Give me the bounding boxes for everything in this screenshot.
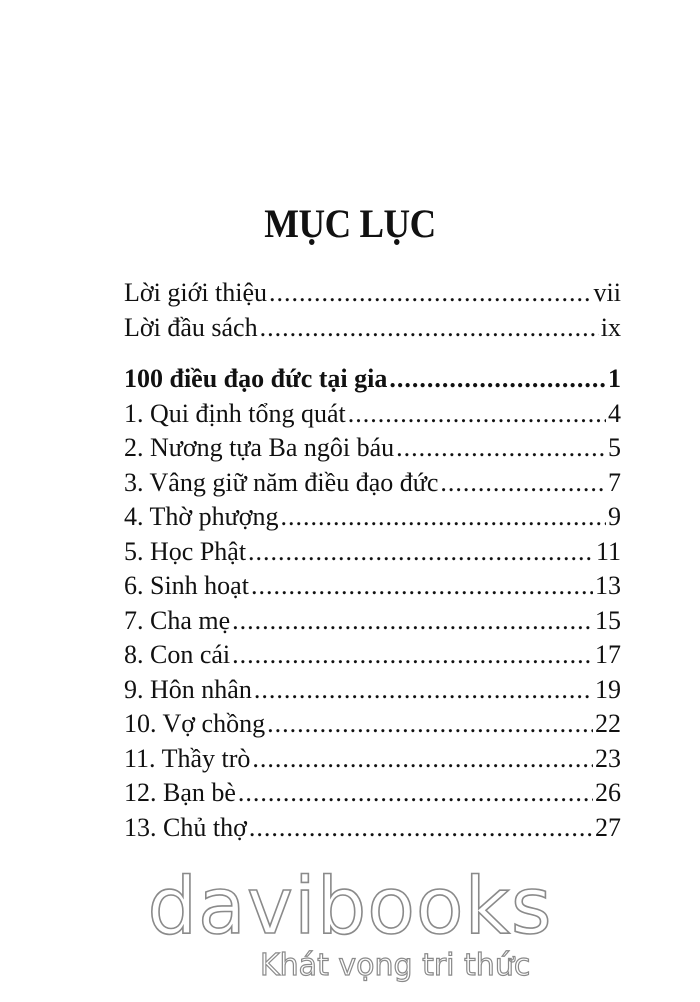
toc-entry-page: 27 xyxy=(595,812,621,842)
toc-entry xyxy=(124,673,621,708)
toc-entry-page: 9 xyxy=(608,502,621,531)
toc-leader-dots xyxy=(254,673,593,708)
toc-entry xyxy=(124,811,621,846)
toc-entry-page: 7 xyxy=(608,467,621,497)
toc-entry-label: 5. Học Phật xyxy=(124,536,247,566)
toc-entry-preface xyxy=(124,311,621,346)
toc-entry-page: 22 xyxy=(595,709,621,738)
page-title: MỤC LỤC xyxy=(264,201,436,246)
toc-entry-label: 10. Vợ chồng xyxy=(124,709,266,738)
toc-entry-page: 26 xyxy=(595,778,621,807)
toc-entry xyxy=(124,638,621,673)
toc-leader-dots xyxy=(232,604,593,639)
toc-entry-label: 3. Vâng giữ năm điều đạo đức xyxy=(124,467,439,497)
toc-entry-label: 8. Con cái xyxy=(124,640,231,669)
toc-section-heading xyxy=(124,362,621,397)
toc-entry xyxy=(124,535,621,570)
watermark-brand: davibooks xyxy=(147,862,553,952)
toc-leader-dots xyxy=(267,707,593,742)
toc-entry-label: 11. Thầy trò xyxy=(124,743,251,773)
toc-entry-label: Lời giới thiệu xyxy=(124,278,268,307)
toc-entry-page: 23 xyxy=(595,743,621,773)
toc-entry xyxy=(124,500,621,535)
toc-leader-dots xyxy=(232,638,593,673)
toc-entry-page: vii xyxy=(593,278,621,307)
toc-entry-label: 2. Nương tựa Ba ngôi báu xyxy=(124,433,395,462)
toc-leader-dots xyxy=(440,466,606,501)
watermark-slogan: Khát vọng tri thức xyxy=(260,948,531,983)
toc-entry xyxy=(124,604,621,639)
toc-entry-label: Lời đầu sách xyxy=(124,312,258,342)
toc-leader-dots xyxy=(238,776,593,811)
toc-entry-label: 6. Sinh hoạt xyxy=(124,571,249,600)
toc-entry xyxy=(124,569,621,604)
toc-entry-label: 9. Hôn nhân xyxy=(124,674,252,704)
toc-leader-dots xyxy=(389,362,606,397)
toc-section-page: 1 xyxy=(608,364,621,393)
toc-entry xyxy=(124,707,621,742)
toc-leader-dots xyxy=(281,500,606,535)
toc-entry xyxy=(124,431,621,466)
toc-leader-dots xyxy=(348,397,606,432)
toc-entry-page: 15 xyxy=(595,605,621,635)
toc-entry xyxy=(124,397,621,432)
toc-leader-dots xyxy=(260,311,599,346)
toc-entry-label: 13. Chủ thợ xyxy=(124,812,247,842)
watermark xyxy=(0,862,700,983)
toc-entry-intro xyxy=(124,276,621,311)
toc-entry-label: 4. Thờ phượng xyxy=(124,502,279,531)
toc-entry-page: 4 xyxy=(608,398,621,428)
toc-leader-dots xyxy=(252,742,593,777)
toc-section-label: 100 điều đạo đức tại gia xyxy=(124,364,388,393)
toc-entry-page: ix xyxy=(600,312,621,342)
toc-entry-page: 13 xyxy=(595,571,621,600)
toc-entry-label: 7. Cha mẹ xyxy=(124,605,231,635)
toc-leader-dots xyxy=(248,535,594,570)
toc-entry-page: 11 xyxy=(595,536,621,566)
toc-entry-label: 12. Bạn bè xyxy=(124,778,236,807)
toc-entry xyxy=(124,776,621,811)
toc-entry-page: 17 xyxy=(595,640,621,669)
toc-leader-dots xyxy=(396,431,606,466)
toc-entry xyxy=(124,742,621,777)
toc-entry xyxy=(124,466,621,501)
toc-entry-label: 1. Qui định tổng quát xyxy=(124,398,346,428)
toc-leader-dots xyxy=(249,811,593,846)
toc-entry-page: 5 xyxy=(608,433,621,462)
toc-leader-dots xyxy=(269,276,592,311)
toc-entry-page: 19 xyxy=(595,674,621,704)
toc-spacer xyxy=(124,345,621,362)
toc-leader-dots xyxy=(251,569,593,604)
table-of-contents xyxy=(124,276,621,845)
